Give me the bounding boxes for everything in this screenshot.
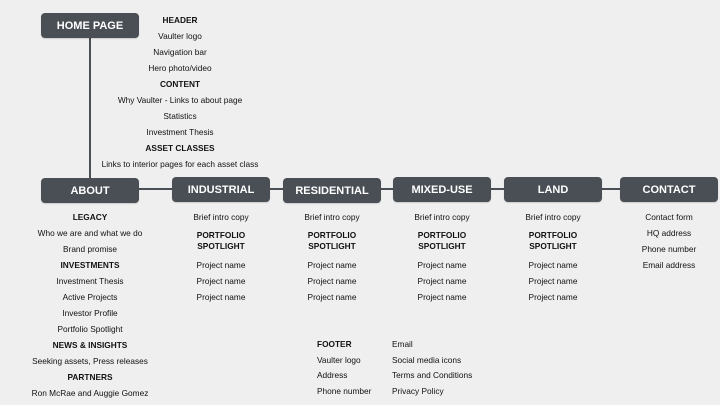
home-page-title: HOME PAGE xyxy=(56,19,124,32)
land-project: Project name xyxy=(528,292,578,302)
home-content-item: Why Vaulter - Links to about page xyxy=(117,95,243,105)
footer-item: Terms and Conditions xyxy=(392,370,473,380)
home-page-content-list xyxy=(95,12,265,172)
home-content-item: Investment Thesis xyxy=(146,127,214,137)
home-header-item: Navigation bar xyxy=(153,47,207,57)
residential-node[interactable] xyxy=(283,178,381,203)
about-content-list xyxy=(15,209,165,401)
contact-content-list xyxy=(614,209,720,273)
home-header-heading: HEADER xyxy=(162,15,198,25)
about-partners-heading: PARTNERS xyxy=(67,372,113,382)
residential-project: Project name xyxy=(307,292,357,302)
contact-node[interactable] xyxy=(620,177,718,202)
contact-item: Email address xyxy=(642,260,696,270)
footer-item: Vaulter logo xyxy=(317,354,361,365)
industrial-spotlight-heading: PORTFOLIO xyxy=(196,230,246,240)
contact-title: CONTACT xyxy=(642,183,696,196)
about-node[interactable] xyxy=(41,178,139,203)
industrial-spotlight-heading: SPOTLIGHT xyxy=(197,241,245,251)
mixed-use-project: Project name xyxy=(417,260,467,270)
home-header-item: Vaulter logo xyxy=(158,31,202,41)
footer-item: Phone number xyxy=(317,385,372,396)
about-item: Who we are and what we do xyxy=(37,228,143,238)
footer-item: Social media icons xyxy=(392,354,462,365)
residential-spotlight-heading: SPOTLIGHT xyxy=(308,241,356,251)
land-content-list xyxy=(493,209,613,305)
land-spotlight-heading: PORTFOLIO xyxy=(528,230,578,240)
contact-item: Contact form xyxy=(645,212,693,222)
about-item: Ron McRae and Auggie Gomez xyxy=(31,388,149,398)
home-header-item: Hero photo/video xyxy=(148,63,212,73)
mixed-use-title: MIXED-USE xyxy=(411,183,473,196)
industrial-intro: Brief intro copy xyxy=(193,212,249,222)
mixed-use-project: Project name xyxy=(417,276,467,286)
about-investments-heading: INVESTMENTS xyxy=(60,260,120,270)
footer-item: Privacy Policy xyxy=(392,385,444,396)
residential-project: Project name xyxy=(307,260,357,270)
residential-spotlight-heading: PORTFOLIO xyxy=(307,230,357,240)
about-title: ABOUT xyxy=(70,184,110,197)
industrial-title: INDUSTRIAL xyxy=(187,183,255,196)
home-content-item: Statistics xyxy=(163,111,197,121)
industrial-project: Project name xyxy=(196,292,246,302)
mixed-use-spotlight-heading: PORTFOLIO xyxy=(417,230,467,240)
industrial-node[interactable] xyxy=(172,177,270,202)
about-item: Seeking assets, Press releases xyxy=(32,356,148,366)
industrial-content-list xyxy=(161,209,281,305)
residential-title: RESIDENTIAL xyxy=(295,184,369,197)
mixed-use-project: Project name xyxy=(417,292,467,302)
industrial-project: Project name xyxy=(196,276,246,286)
mixed-use-content-list xyxy=(382,209,502,305)
about-news-heading: NEWS & INSIGHTS xyxy=(52,340,128,350)
land-node[interactable] xyxy=(504,177,602,202)
footer-item: Address xyxy=(317,370,348,380)
home-content-heading: CONTENT xyxy=(159,79,201,89)
land-intro: Brief intro copy xyxy=(525,212,581,222)
land-project: Project name xyxy=(528,260,578,270)
footer-right-list xyxy=(392,337,502,399)
contact-item: Phone number xyxy=(641,244,697,254)
land-project: Project name xyxy=(528,276,578,286)
footer-left-list xyxy=(317,337,392,399)
industrial-project: Project name xyxy=(196,260,246,270)
land-spotlight-heading: SPOTLIGHT xyxy=(529,241,577,251)
residential-intro: Brief intro copy xyxy=(304,212,360,222)
mixed-use-node[interactable] xyxy=(393,177,491,202)
land-title: LAND xyxy=(537,183,569,196)
about-item: Portfolio Spotlight xyxy=(57,324,123,334)
footer-heading: FOOTER xyxy=(317,339,352,349)
home-asset-classes-item: Links to interior pages for each asset class xyxy=(101,159,259,169)
about-item: Active Projects xyxy=(62,292,118,302)
contact-item: HQ address xyxy=(646,228,692,238)
residential-project: Project name xyxy=(307,276,357,286)
residential-content-list xyxy=(272,209,392,305)
mixed-use-intro: Brief intro copy xyxy=(414,212,470,222)
about-item: Investment Thesis xyxy=(56,276,124,286)
footer-item: Email xyxy=(392,339,413,349)
about-item: Brand promise xyxy=(63,244,117,254)
mixed-use-spotlight-heading: SPOTLIGHT xyxy=(418,241,466,251)
about-legacy-heading: LEGACY xyxy=(72,212,108,222)
home-to-about-connector xyxy=(89,37,91,181)
about-item: Investor Profile xyxy=(62,308,118,318)
home-asset-classes-heading: ASSET CLASSES xyxy=(145,143,215,153)
